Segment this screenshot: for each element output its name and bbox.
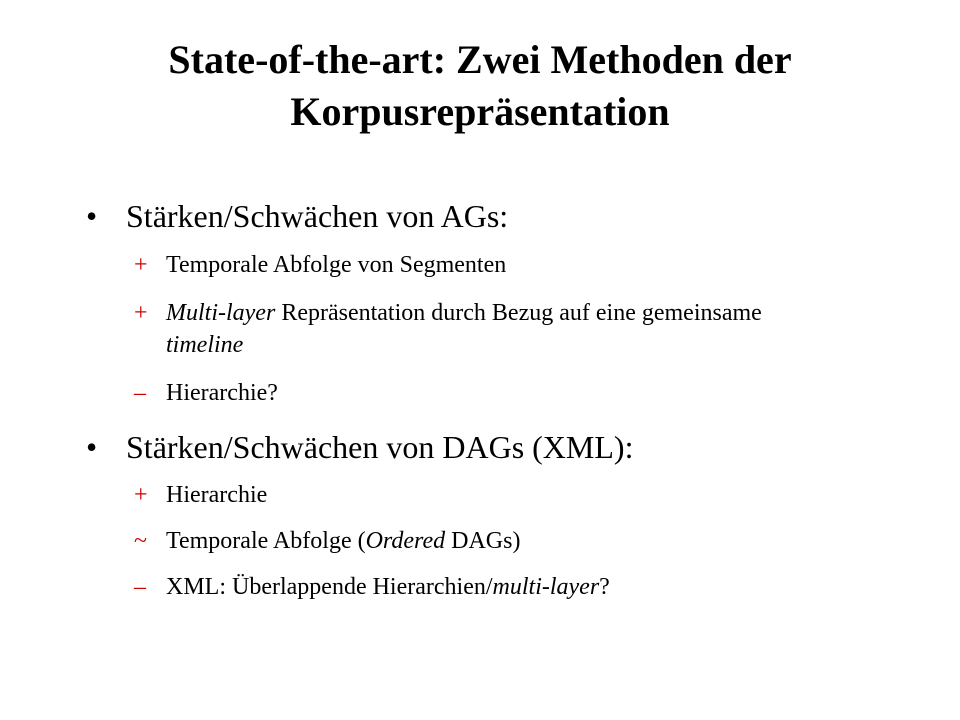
sub-item-ags-1: [134, 249, 806, 281]
slide-title-line-2: Korpusrepräsentation: [290, 89, 670, 134]
bullet-dags: [86, 428, 633, 466]
sub-item-dags-2: [134, 525, 806, 557]
bullet-ags: [86, 197, 508, 235]
sub-text-part: Hierarchie: [166, 482, 268, 508]
sub-text-part: Temporale Abfolge von Segmenten: [166, 252, 507, 278]
sub-text-italic: timeline: [166, 332, 244, 358]
bullet-marker: •: [86, 198, 98, 234]
sub-text-italic: Multi-layer: [166, 300, 276, 326]
sub-text-part: ?: [599, 574, 610, 600]
sub-text-part: XML: Überlappende Hierarchien/: [166, 574, 493, 600]
sub-item-dags-1: [134, 479, 806, 511]
sub-text-italic: Ordered: [365, 528, 446, 554]
bullet-text: Stärken/Schwächen von DAGs (XML):: [126, 429, 634, 465]
sub-marker: –: [134, 380, 146, 406]
sub-text-italic: multi-layer: [492, 574, 600, 600]
sub-text: [166, 479, 806, 511]
sub-marker: +: [134, 252, 148, 278]
sub-marker: +: [134, 482, 148, 508]
sub-item-ags-3: [134, 377, 806, 409]
sub-text-part: Hierarchie?: [166, 380, 278, 406]
sub-text: [166, 297, 806, 361]
sub-marker: –: [134, 574, 146, 600]
sub-text-part: DAGs): [445, 528, 521, 554]
sub-marker: +: [134, 300, 148, 326]
sub-item-dags-3: [134, 571, 806, 603]
sub-marker: ~: [134, 528, 147, 554]
bullet-text: Stärken/Schwächen von AGs:: [126, 198, 509, 234]
sub-text: [166, 249, 806, 281]
sub-text-part: Temporale Abfolge (: [166, 528, 366, 554]
sub-text: [166, 377, 806, 409]
sub-text: [166, 525, 806, 557]
bullet-marker: •: [86, 429, 98, 465]
sub-text-part: Repräsentation durch Bezug auf eine gemeinsame: [275, 300, 762, 326]
sub-text: [166, 571, 806, 603]
slide-title-line-1: State-of-the-art: Zwei Methoden der: [168, 37, 792, 82]
sub-item-ags-2: [134, 297, 806, 361]
